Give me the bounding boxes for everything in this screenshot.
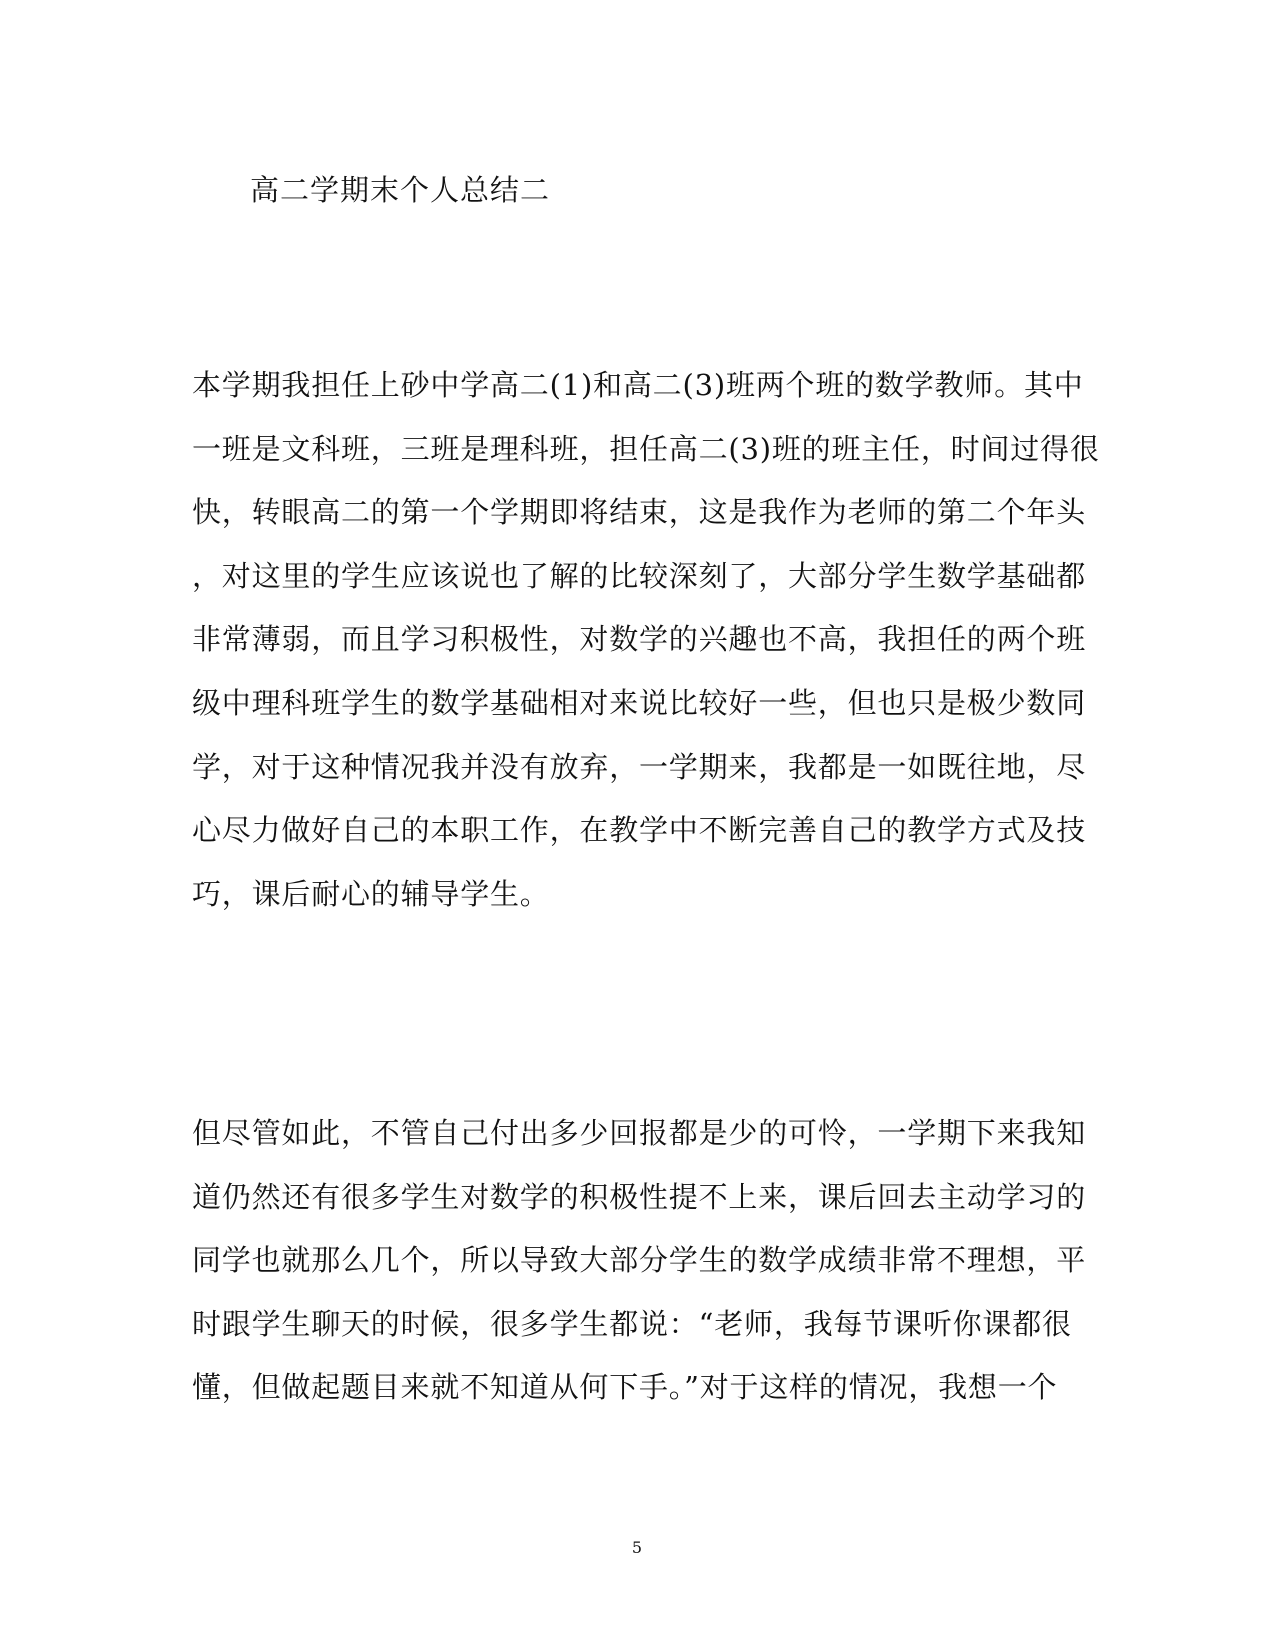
paragraph-line: 本学期我担任上砂中学高二(1)和高二(3)班两个班的数学教师。其中 <box>192 368 1084 402</box>
paragraph-1 <box>192 354 1100 926</box>
paragraph-line: 同学也就那么几个，所以导致大部分学生的数学成绩非常不理想，平 <box>192 1243 1087 1278</box>
document-title: 高二学期末个人总结二 <box>250 173 551 207</box>
paragraph-line: 但尽管如此，不管自己付出多少回报都是少的可怜，一学期下来我知 <box>192 1116 1087 1150</box>
paragraph-line: 巧，课后耐心的辅导学生。 <box>192 876 550 911</box>
paragraph-line: 快，转眼高二的第一个学期即将结束，这是我作为老师的第二个年头 <box>192 495 1087 530</box>
paragraph-line: 级中理科班学生的数学基础相对来说比较好一些，但也只是极少数同 <box>192 685 1087 720</box>
paragraph-line: ，对这里的学生应该说也了解的比较深刻了，大部分学生数学基础都 <box>192 558 1087 593</box>
paragraph-2 <box>192 1102 1092 1420</box>
paragraph-line: 非常薄弱，而且学习积极性，对数学的兴趣也不高，我担任的两个班 <box>192 622 1087 657</box>
page-number: 5 <box>631 1538 643 1557</box>
paragraph-line: 懂，但做起题目来就不知道从何下手。”对于这样的情况，我想一个 <box>192 1370 1058 1405</box>
paragraph-line: 一班是文科班，三班是理科班，担任高二(3)班的班主任，时间过得很 <box>192 431 1100 466</box>
paragraph-line: 心尽力做好自己的本职工作，在教学中不断完善自己的教学方式及技 <box>192 813 1087 848</box>
paragraph-line: 道仍然还有很多学生对数学的积极性提不上来，课后回去主动学习的 <box>192 1179 1087 1214</box>
paragraph-line: 学，对于这种情况我并没有放弃，一学期来，我都是一如既往地，尽 <box>192 749 1087 784</box>
paragraph-line: 时跟学生聊天的时候，很多学生都说：“老师，我每节课听你课都很 <box>192 1306 1072 1341</box>
